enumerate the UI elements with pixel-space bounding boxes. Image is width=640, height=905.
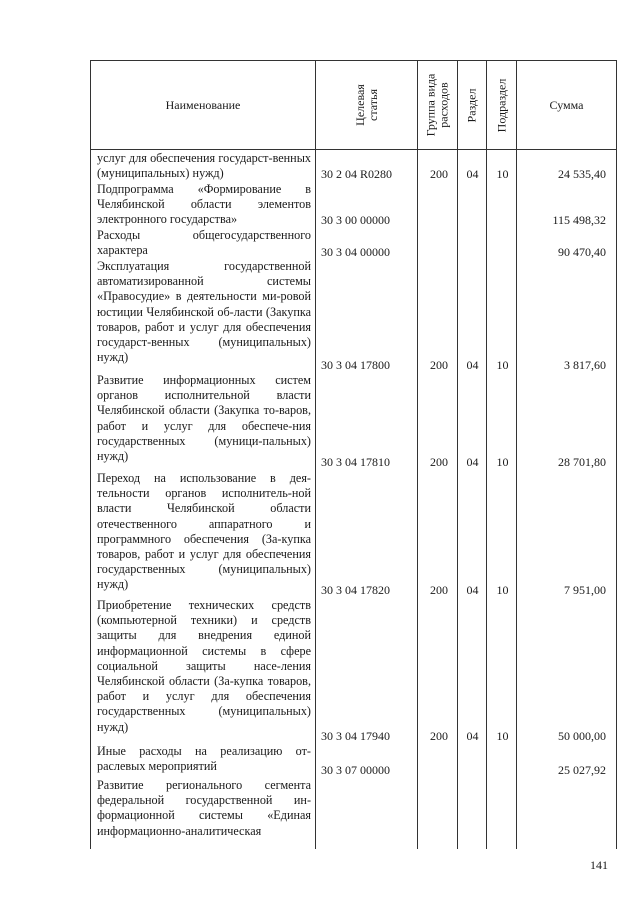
row-name: Приобретение технических средств (компьютерной техники) и средств защиты для внедрения единой информационной системы в сфере социальной защиты насе-ления Челябинской области (За-купка товаров, работ и услуг для обеспечения государственных (муниципальных) нужд) [97, 598, 311, 734]
row-name: Подпрограмма «Формирование в Челябинской области элементов электронного государства» [97, 182, 311, 227]
row-code: 30 3 07 00000 [321, 763, 390, 777]
row-name: Переход на использование в дея-тельности органов исполнитель-ной власти Челябинской области отечественного аппаратного и программного обеспечения (За-купка товаров, работ и услуг для обеспечения государственных (муниципальных) нужд) [97, 471, 311, 592]
row-group: 200 [430, 167, 448, 181]
row-group: 200 [430, 729, 448, 743]
row-amount: 24 535,40 [558, 167, 606, 181]
row-group: 200 [430, 358, 448, 372]
row-code: 30 3 04 17940 [321, 729, 390, 743]
row-amount: 25 027,92 [558, 763, 606, 777]
row-name: Эксплуатация государственной автоматизированной системы «Правосудие» в деятельности ми-ровой юстиции Челябинской об-ласти (Закупка товаров, работ и услуг для обеспечения государст-венных (муниципальных) нужд) [97, 259, 311, 365]
row-name: Развитие информационных систем органов исполнительной власти Челябинской области (Закупка то-варов, работ и услуг для обеспече-ния государственных (муници-пальных) нужд) [97, 373, 311, 464]
row-name: Расходы общегосударственного характера [97, 228, 311, 258]
row-subsection: 10 [496, 358, 509, 372]
row-amount: 90 470,40 [558, 245, 606, 259]
row-section: 04 [466, 358, 479, 372]
row-amount: 7 951,00 [564, 583, 606, 597]
header-section-label: Раздел [464, 88, 479, 122]
page-number: 141 [590, 858, 608, 872]
header-amount [517, 61, 616, 149]
row-subsection: 10 [496, 583, 509, 597]
row-code: 30 3 04 00000 [321, 245, 390, 259]
header-name [91, 61, 315, 149]
row-section: 04 [466, 583, 479, 597]
row-code: 30 3 04 17800 [321, 358, 390, 372]
row-name: услуг для обеспечения государст-венных (муниципальных) нужд) [97, 151, 311, 181]
header-target [316, 61, 417, 149]
row-name: Иные расходы на реализацию от-раслевых мероприятий [97, 744, 311, 774]
column-divider [417, 61, 418, 849]
header-group [418, 61, 457, 149]
row-code: 30 2 04 R0280 [321, 167, 393, 181]
header-subsection [487, 61, 516, 149]
header-section [458, 61, 486, 149]
row-code: 30 3 04 17810 [321, 455, 390, 469]
row-name: Развитие регионального сегмента федеральной государственной ин-формационной системы «Единая информационно-аналитическая [97, 778, 311, 838]
header-amount-label: Сумма [549, 97, 584, 112]
header-name-label: Наименование [165, 97, 241, 112]
header-subsection-label: Подраздел [494, 78, 509, 132]
row-amount: 115 498,32 [552, 213, 606, 227]
row-section: 04 [466, 729, 479, 743]
row-amount: 3 817,60 [564, 358, 606, 372]
row-amount: 50 000,00 [558, 729, 606, 743]
row-group: 200 [430, 583, 448, 597]
row-section: 04 [466, 167, 479, 181]
row-group: 200 [430, 455, 448, 469]
header-group-label: Группа вида расходов [423, 73, 451, 137]
row-code: 30 3 04 17820 [321, 583, 390, 597]
budget-table [90, 60, 617, 849]
header-divider [91, 149, 616, 150]
column-divider [315, 61, 316, 849]
row-subsection: 10 [496, 167, 509, 181]
header-target-label: Целевая статья [352, 84, 380, 126]
row-amount: 28 701,80 [558, 455, 606, 469]
row-section: 04 [466, 455, 479, 469]
row-subsection: 10 [496, 729, 509, 743]
row-code: 30 3 00 00000 [321, 213, 390, 227]
row-subsection: 10 [496, 455, 509, 469]
